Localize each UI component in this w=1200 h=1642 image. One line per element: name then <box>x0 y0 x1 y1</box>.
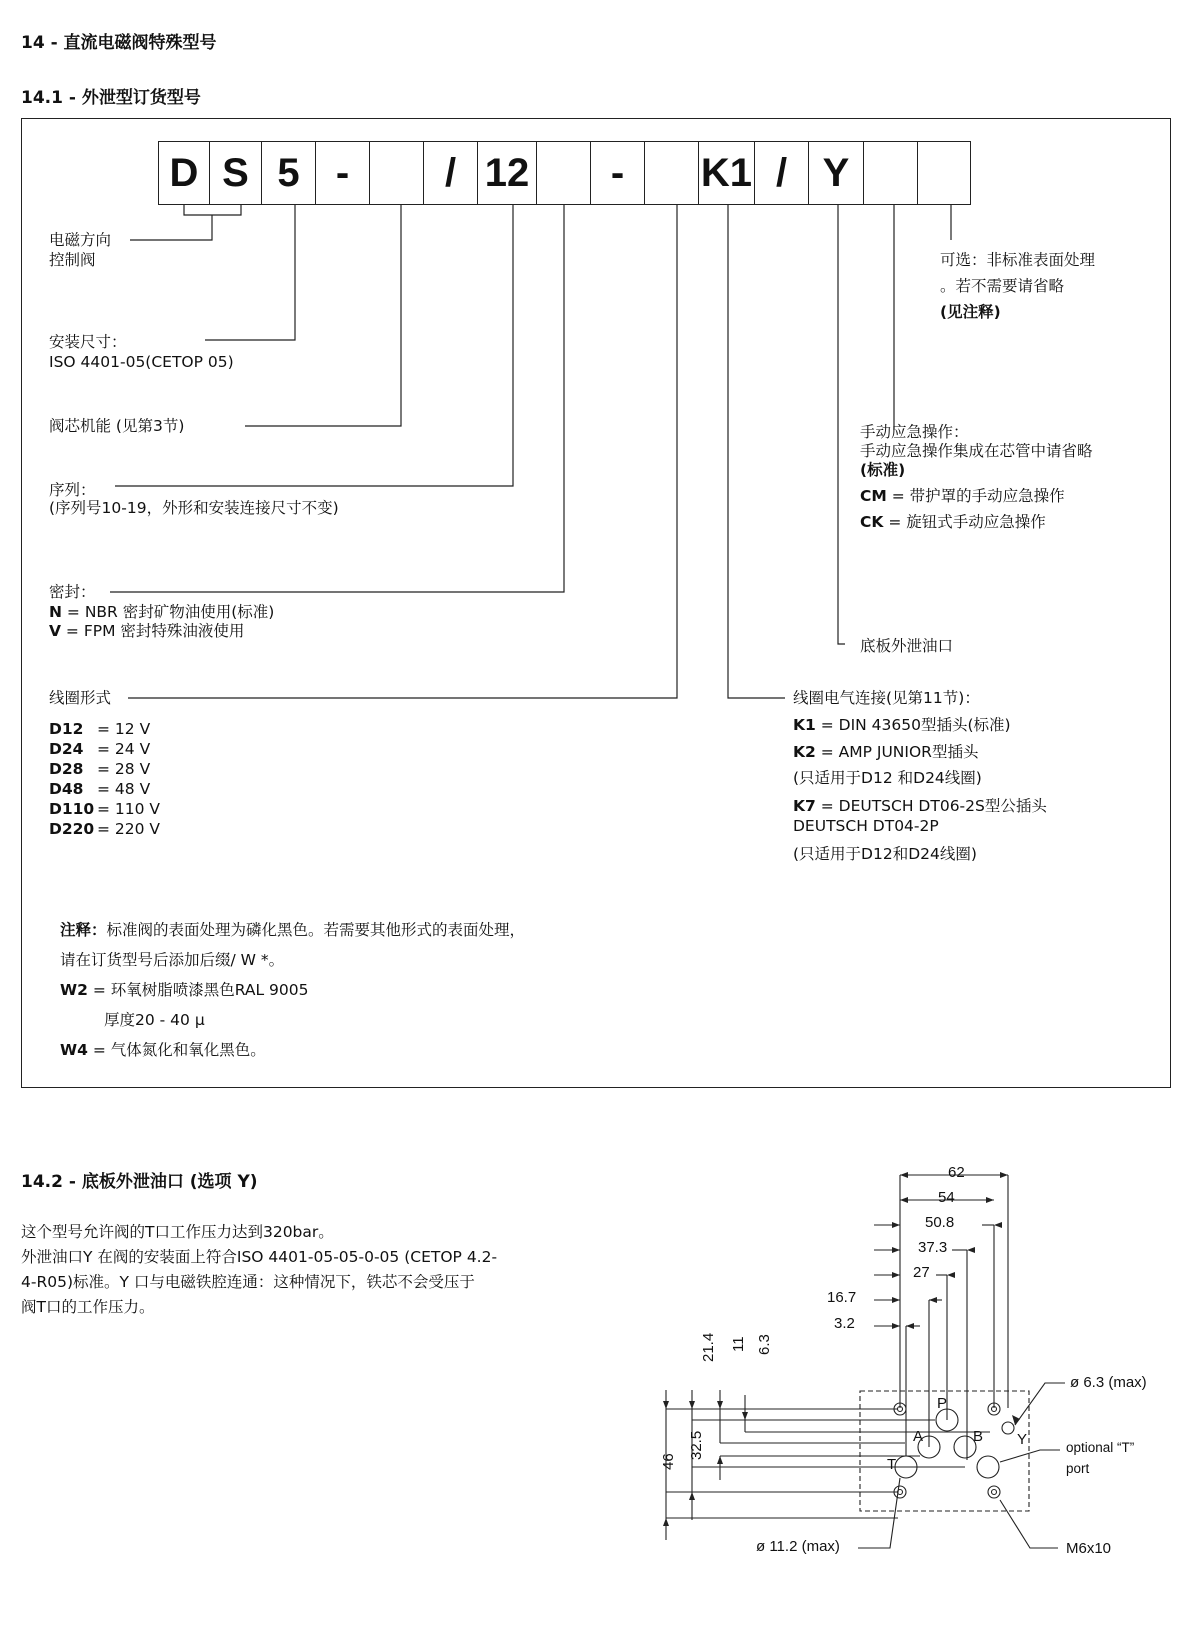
port-y-hole <box>1002 1422 1014 1434</box>
manual-title: 手动应急操作： <box>860 423 969 441</box>
coil-value: = 24 V <box>97 740 151 758</box>
dim-label: 54 <box>938 1189 955 1206</box>
port-label: Y <box>1017 1431 1028 1448</box>
screw-callout: M6x10 <box>1066 1540 1112 1557</box>
code-cell: - <box>315 141 370 205</box>
coil-value: = 220 V <box>97 820 161 838</box>
port-label: A <box>913 1428 924 1445</box>
manual-cm-text: = 带护罩的手动应急操作 <box>886 487 1065 505</box>
surface-label: (见注释) <box>940 303 1001 321</box>
optional-t-callout: port <box>1066 1461 1090 1476</box>
manual-line1: 手动应急操作集成在芯管中请省略 <box>860 442 1093 460</box>
drain-label: 底板外泄油口 <box>860 637 954 655</box>
coil-code: D110 <box>49 800 95 818</box>
manual-ck-text: = 旋钮式手动应急操作 <box>883 513 1046 531</box>
dim-label: 37.3 <box>918 1239 948 1256</box>
dim-label: 11 <box>730 1336 747 1352</box>
surface-label: 可选：非标准表面处理 <box>940 251 1096 269</box>
dim-label: 32.5 <box>688 1430 705 1460</box>
elec-k2-code: K2 <box>793 743 816 761</box>
dim-label: 21.4 <box>700 1332 717 1362</box>
dim-label: 3.2 <box>834 1315 855 1332</box>
series-title: 序列： <box>49 481 96 499</box>
seal-v-text: = FPM 密封特殊油液使用 <box>61 622 245 640</box>
elec-k7-note: (只适用于D12和D24线圈) <box>793 845 977 863</box>
seal-v-code: V <box>49 622 61 640</box>
seal-n-text: = NBR 密封矿物油使用(标准) <box>61 603 275 621</box>
code-cell: / <box>423 141 478 205</box>
port-label: B <box>973 1428 984 1445</box>
code-cell: Y <box>808 141 864 205</box>
note-text: 标准阀的表面处理为磷化黑色。若需要其他形式的表面处理， <box>106 921 526 939</box>
seal-n-code: N <box>49 603 62 621</box>
note-line2: 请在订货型号后添加后缀/ W *。 <box>60 951 285 969</box>
dim-label: 62 <box>948 1164 965 1181</box>
section-14-1-title: 14.1 - 外泄型订货型号 <box>21 88 201 108</box>
spool-label: 阀芯机能 (见第3节) <box>49 417 185 435</box>
dim-label: 27 <box>913 1264 930 1281</box>
coil-code: D28 <box>49 760 84 778</box>
small-hole-callout: ø 6.3 (max) <box>1070 1374 1147 1391</box>
note-w2-text: = 环氧树脂喷漆黑色RAL 9005 <box>87 981 309 999</box>
dim-label: 16.7 <box>827 1289 857 1306</box>
dim-label: 46 <box>660 1453 677 1470</box>
elec-k1-text: = DIN 43650型插头(标准) <box>815 716 1011 734</box>
note-w4-code: W4 <box>60 1041 88 1059</box>
section-14-2-body: 这个型号允许阀的T口工作压力达到320bar。 <box>21 1223 334 1241</box>
code-cell: 12 <box>477 141 537 205</box>
port-t-optional-hole <box>977 1456 999 1478</box>
manual-ck-code: CK <box>860 513 884 531</box>
section-14-2-title: 14.2 - 底板外泄油口 (选项 Y) <box>21 1172 258 1192</box>
code-cell: S <box>209 141 262 205</box>
elec-k7-code: K7 <box>793 797 816 815</box>
coil-code: D48 <box>49 780 84 798</box>
elec-k2-note: (只适用于D12 和D24线圈) <box>793 769 982 787</box>
seals-title: 密封： <box>49 583 96 601</box>
size-value: ISO 4401-05(CETOP 05) <box>49 353 234 371</box>
valve-type-label: 控制阀 <box>49 251 96 269</box>
code-cell: 5 <box>261 141 316 205</box>
section-14-2-body: 阀T口的工作压力。 <box>21 1298 155 1316</box>
note-w2-code: W2 <box>60 981 88 999</box>
main-hole-callout: ø 11.2 (max) <box>756 1538 840 1555</box>
code-cell: - <box>590 141 645 205</box>
coil-value: = 48 V <box>97 780 151 798</box>
optional-t-callout: optional “T” <box>1066 1440 1135 1455</box>
manual-cm-code: CM <box>860 487 887 505</box>
series-note: (序列号10-19，外形和安装连接尺寸不变) <box>49 499 339 517</box>
elec-k2-text: = AMP JUNIOR型插头 <box>815 743 979 761</box>
elec-k7-line2: DEUTSCH DT04-2P <box>793 817 939 835</box>
port-label: P <box>937 1395 948 1412</box>
surface-label: 。若不需要请省略 <box>940 277 1065 295</box>
note-w2-thickness: 厚度20 - 40 µ <box>104 1011 205 1029</box>
section-14-2-body: 4-R05)标准。Y 口与电磁铁腔连通：这种情况下，铁芯不会受压于 <box>21 1273 475 1291</box>
coil-value: = 110 V <box>97 800 161 818</box>
dim-label: 6.3 <box>756 1334 773 1355</box>
elec-title: 线圈电气连接(见第11节)： <box>793 689 980 707</box>
coil-code: D12 <box>49 720 84 738</box>
code-cell: K1 <box>698 141 755 205</box>
note-title: 注释： <box>60 921 107 939</box>
coil-title: 线圈形式 <box>49 689 112 707</box>
mounting-screw-hole <box>988 1486 1000 1498</box>
coil-value: = 12 V <box>97 720 151 738</box>
coil-code: D220 <box>49 820 95 838</box>
manual-standard: (标准) <box>860 461 906 479</box>
port-label: T <box>887 1456 897 1473</box>
coil-code: D24 <box>49 740 84 758</box>
elec-k1-code: K1 <box>793 716 816 734</box>
code-cell: D <box>158 141 210 205</box>
valve-type-label: 电磁方向 <box>49 231 112 249</box>
code-cell: / <box>754 141 809 205</box>
coil-value: = 28 V <box>97 760 151 778</box>
note-w4-text: = 气体氮化和氧化黑色。 <box>87 1041 266 1059</box>
section-14-title: 14 - 直流电磁阀特殊型号 <box>21 33 217 53</box>
size-title: 安装尺寸： <box>49 333 127 351</box>
dim-label: 50.8 <box>925 1214 955 1231</box>
elec-k7-text: = DEUTSCH DT06-2S型公插头 <box>815 797 1047 815</box>
section-14-2-body: 外泄油口Y 在阀的安装面上符合ISO 4401-05-05-0-05 (CETOP 4.2- <box>21 1248 498 1266</box>
